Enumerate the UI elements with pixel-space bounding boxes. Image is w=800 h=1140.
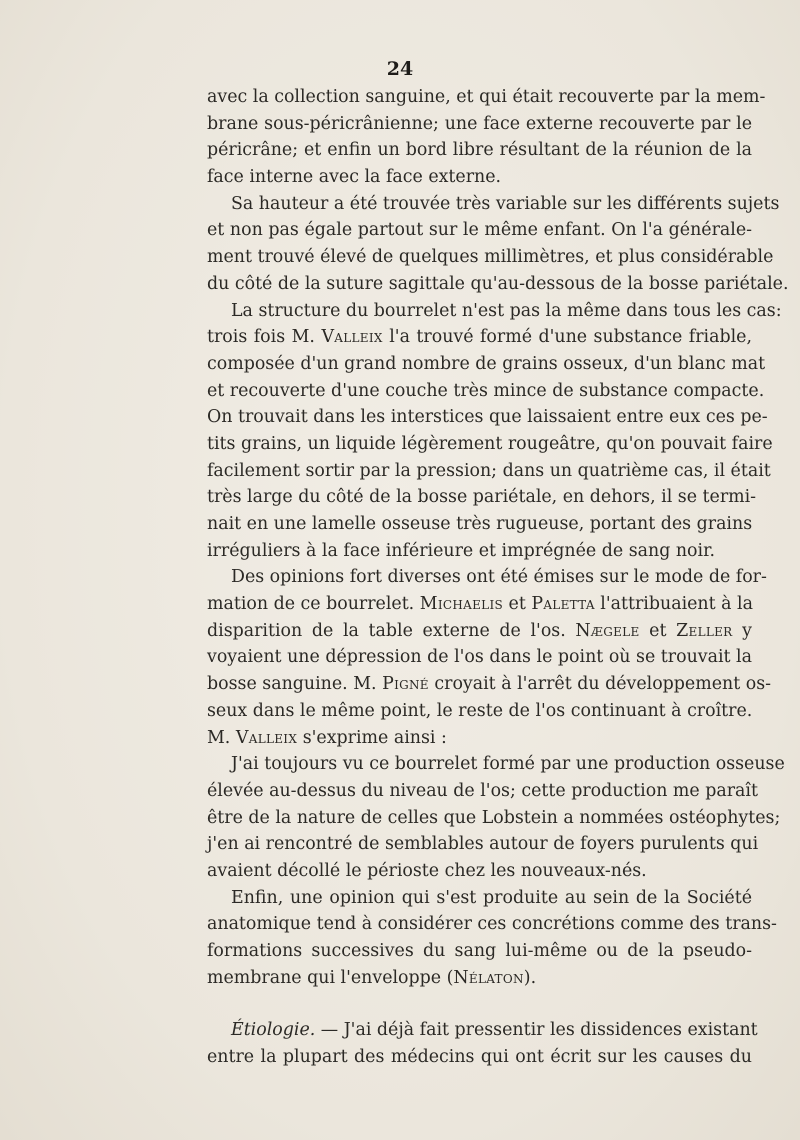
author-name: Valleix [235,727,298,748]
author-name: Paletta [531,594,595,615]
text-line: j'en ai rencontré de semblables autour de foyers purulents qui [207,834,759,855]
text-line: voyaient une dépression de l'os dans le point où se trouvait la [207,647,752,668]
text-line: brane sous-péricrânienne; une face externe recouverte par le [207,113,752,134]
text-line: Des opinions fort diverses ont été émises sur le mode de for- [231,567,767,588]
author-name: Michaelis [419,594,503,615]
text-line: nait en une lamelle osseuse très rugueuse, portant des grains [207,514,753,534]
text-line: élevée au-dessus du niveau de l'os; cette production me paraît [207,780,758,801]
text-line: Sa hauteur a été trouvée très variable sur les différents sujets [231,193,780,214]
text-line: facilement sortir par la pression; dans un quatrième cas, il était [207,460,771,481]
text-line: composée d'un grand nombre de grains osseux, d'un blanc mat [207,353,766,374]
text-line: M. Valleix s'exprime ainsi : [207,727,447,748]
section-heading: Étiologie. [231,1020,316,1041]
paragraph-7-etiologie [207,1017,758,1070]
text-line: Enfin, une opinion qui s'est produite au sein de la Société [231,887,752,908]
text-line: avec la collection sanguine, et qui était recouverte par la mem- [207,87,766,107]
text-line: et non pas égale partout sur le même enfant. On l'a générale- [207,220,752,241]
text-line: péricrâne; et enfin un bord libre résultant de la réunion de la [207,140,752,161]
paragraph-6 [207,885,777,992]
author-name: Nægele [575,620,640,641]
text-line: face interne avec la face externe. [207,167,502,188]
paragraph-4 [207,564,771,751]
text-line: trois fois M. Valleix l'a trouvé formé d'une substance friable, [207,327,752,348]
author-name: Zeller [676,620,733,641]
text-line: disparition de la table externe de l'os. Nægele et Zeller y [207,620,752,641]
text-line: anatomique tend à considérer ces concrétions comme des trans- [207,914,777,935]
paragraph-3 [207,298,782,565]
text-line: seux dans le même point, le reste de l'os continuant à croître. [207,700,753,721]
text-line: tits grains, un liquide légèrement rougeâtre, qu'on pouvait faire [207,433,773,454]
text-line: mation de ce bourrelet. Michaelis et Paletta l'attribuaient à la [207,594,753,615]
paragraph-1 [207,84,766,191]
paragraph-5-quotation [207,751,785,884]
text-line: Étiologie. — J'ai déjà fait pressentir les dissidences existant [231,1020,758,1041]
text-line: très large du côté de la bosse pariétale, en dehors, il se termi- [207,487,757,508]
paragraph-2 [207,191,789,298]
text-line: On trouvait dans les interstices que laissaient entre eux ces pe- [207,407,768,428]
text-line: entre la plupart des médecins qui ont écrit sur les causes du [207,1047,752,1068]
author-name: Nélaton [453,967,524,988]
text-line: du côté de la suture sagittale qu'au-dessous de la bosse pariétale. [207,273,789,294]
text-line: irréguliers à la face inférieure et imprégnée de sang noir. [207,540,716,561]
author-name: Valleix [321,327,383,348]
section-gap [207,991,752,1017]
text-line: formations successives du sang lui-même ou de la pseudo- [207,941,752,961]
text-line: bosse sanguine. M. Pigné croyait à l'arrêt du développement os- [207,674,771,695]
text-line: J'ai toujours vu ce bourrelet formé par une production osseuse [231,754,785,775]
text-line: avaient décollé le périoste chez les nouveaux-nés. [207,860,647,881]
author-name: Pigné [382,674,429,695]
text-line: membrane qui l'enveloppe (Nélaton). [207,967,537,988]
page-number: 24 [386,58,414,80]
body-text [207,84,789,1071]
text-line: et recouverte d'une couche très mince de substance compacte. [207,380,765,401]
text-line: être de la nature de celles que Lobstein a nommées ostéophytes; [207,807,781,828]
text-line: La structure du bourrelet n'est pas la même dans tous les cas: [231,300,782,321]
text-line: ment trouvé élevé de quelques millimètres, et plus considérable [207,247,774,268]
